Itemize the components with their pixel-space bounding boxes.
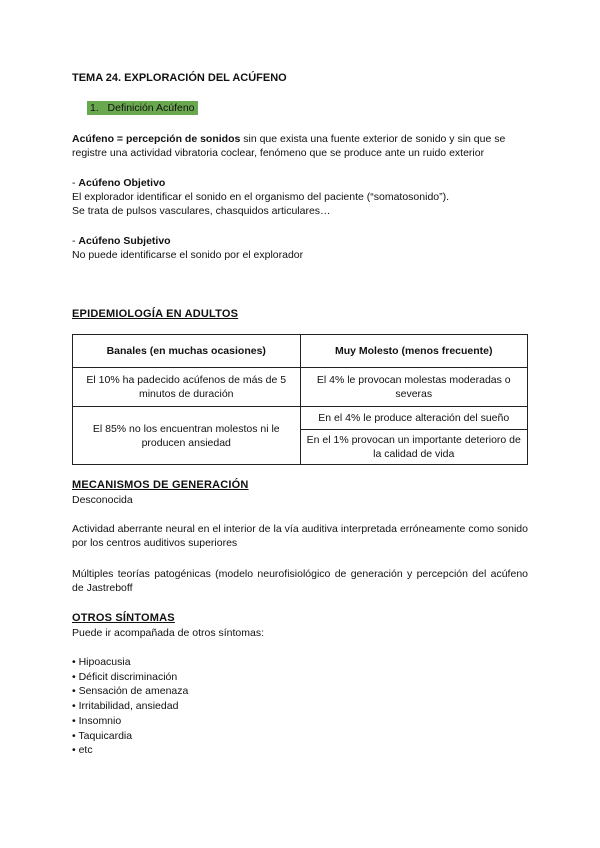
- mecanismos-para2: Múltiples teorías patogénicas (modelo neurofisiológico de generación y percepción del acúfeno de Jastreboff: [72, 568, 528, 594]
- list-item: • Irritabilidad, ansiedad: [72, 699, 528, 714]
- mecanismos-line1: Desconocida: [72, 494, 133, 506]
- table-cell: En el 1% provocan un importante deterioro de la calidad de vida: [300, 430, 528, 465]
- otros-heading: OTROS SÍNTOMAS: [72, 612, 175, 624]
- objetivo-line2: Se trata de pulsos vasculares, chasquidos articulares…: [72, 205, 331, 217]
- objetivo-heading: Acúfeno Objetivo: [78, 177, 166, 189]
- list-item: • etc: [72, 743, 528, 758]
- table-cell: En el 4% le produce alteración del sueño: [300, 407, 528, 430]
- subjetivo-block: [72, 234, 528, 262]
- mecanismos-para1: Actividad aberrante neural en el interior de la vía auditiva interpretada erróneamente como sonido por los centros auditivos superiores: [72, 523, 528, 549]
- objetivo-line1: El explorador identificar el sonido en el organismo del paciente (“somatosonido”).: [72, 191, 450, 203]
- definition-term: Acúfeno = percepción de sonidos: [72, 133, 241, 145]
- objetivo-prefix: -: [72, 177, 79, 189]
- list-item: • Déficit discriminación: [72, 670, 528, 685]
- mecanismos-heading: MECANISMOS DE GENERACIÓN: [72, 479, 249, 491]
- page-title: TEMA 24. EXPLORACIÓN DEL ACÚFENO: [72, 72, 287, 84]
- list-item: • Insomnio: [72, 714, 528, 729]
- epidemiologia-heading: EPIDEMIOLOGÍA EN ADULTOS: [72, 308, 239, 320]
- list-item: • Sensación de amenaza: [72, 684, 528, 699]
- section-label: Definición Acúfeno: [107, 102, 195, 114]
- subjetivo-heading: Acúfeno Subjetivo: [78, 235, 171, 247]
- table-header-row: [73, 335, 528, 368]
- table-cell: El 10% ha padecido acúfenos de más de 5 minutos de duración: [73, 368, 301, 407]
- objetivo-block: [72, 176, 528, 218]
- list-item: • Hipoacusia: [72, 655, 528, 670]
- section-definicion: [87, 101, 528, 115]
- table-cell: El 85% no los encuentran molestos ni le producen ansiedad: [73, 407, 301, 465]
- definition-paragraph: [72, 132, 528, 160]
- list-item: • Taquicardia: [72, 729, 528, 744]
- otros-intro: Puede ir acompañada de otros síntomas:: [72, 627, 265, 639]
- table-row: [73, 407, 528, 430]
- subjetivo-prefix: -: [72, 235, 79, 247]
- table-cell: El 4% le provocan molestas moderadas o severas: [300, 368, 528, 407]
- table-header-molesto: Muy Molesto (menos frecuente): [300, 335, 528, 368]
- table-row: [73, 368, 528, 407]
- definition-text: sin que exista una fuente exterior de sonido y sin que se registre una actividad vibratoria coclear, fenómeno que se produce ante un ruido exterior: [72, 133, 506, 159]
- epidemiologia-table-wrapper: [72, 334, 528, 465]
- section-number: 1.: [90, 102, 99, 114]
- otros-list-wrapper: [72, 655, 528, 758]
- epidemiologia-table: [72, 334, 528, 465]
- table-header-banales: Banales (en muchas ocasiones): [73, 335, 301, 368]
- otros-list: [72, 655, 528, 758]
- section-highlight: [87, 101, 198, 115]
- subjetivo-line1: No puede identificarse el sonido por el explorador: [72, 249, 304, 261]
